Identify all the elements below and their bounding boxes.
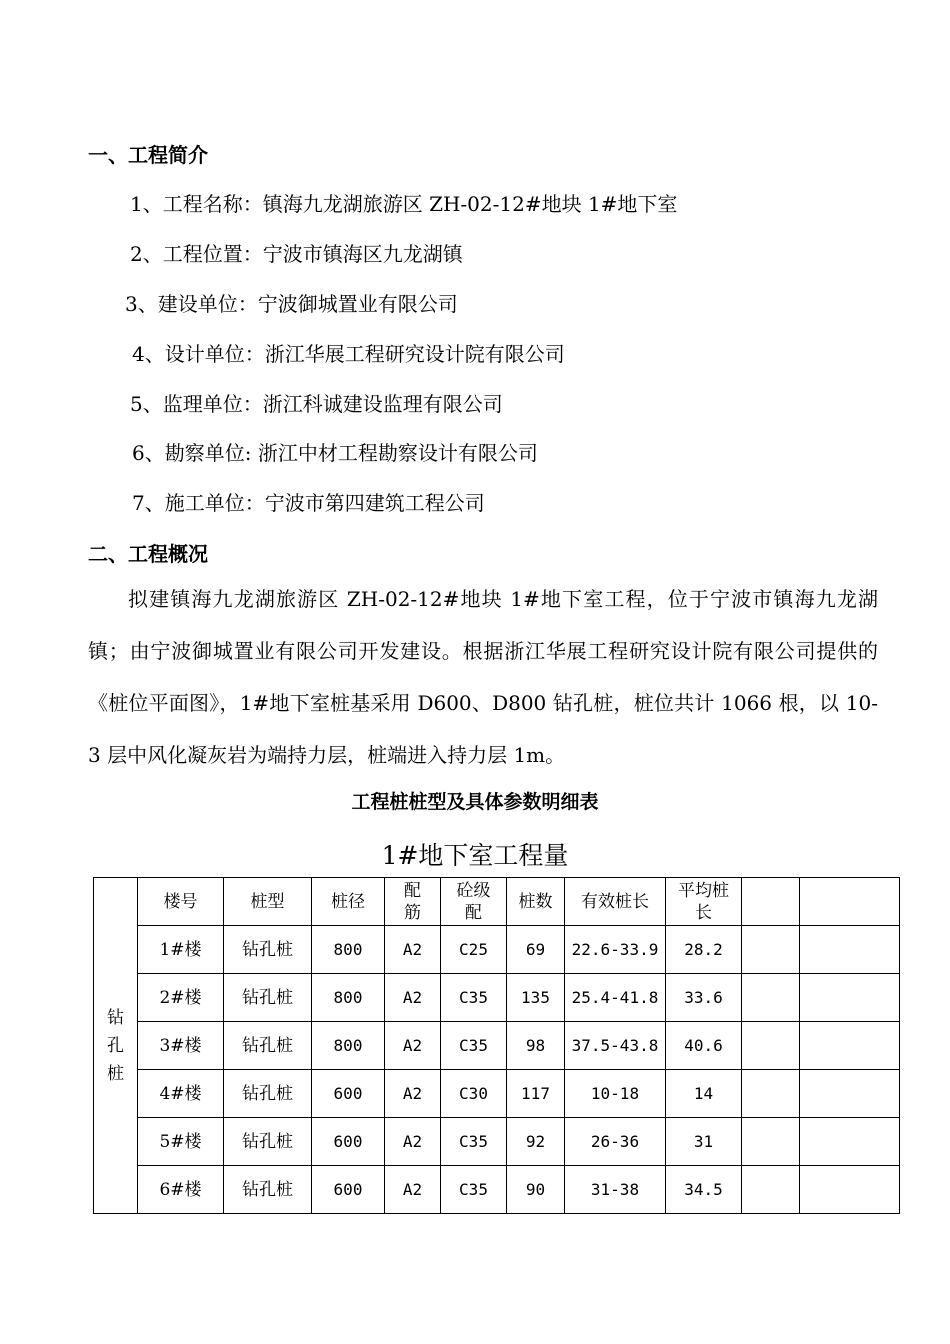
table-cell: 33.6: [666, 974, 742, 1022]
project-name-item: 1、工程名称：镇海九龙湖旅游区 ZH-02-12#地块 1#地下室: [130, 192, 678, 216]
table-caption: 工程桩桩型及具体参数明细表: [351, 791, 599, 813]
table-cell: A2: [385, 974, 441, 1022]
table-cell: 600: [312, 1070, 385, 1118]
table-cell: [800, 926, 900, 974]
header-cell: [385, 878, 441, 926]
table-cell: [800, 1118, 900, 1166]
table-cell: 钻孔桩: [224, 1118, 312, 1166]
table-cell: 26-36: [565, 1118, 666, 1166]
table-cell: 90: [507, 1166, 565, 1214]
table-cell: 6#楼: [138, 1166, 224, 1214]
table-cell: [800, 1022, 900, 1070]
table-cell: [742, 926, 800, 974]
table-cell: 98: [507, 1022, 565, 1070]
design-unit-item: 4、设计单位：浙江华展工程研究设计院有限公司: [132, 342, 565, 366]
table-cell: [800, 974, 900, 1022]
header-cell: [666, 878, 742, 926]
table-row: [94, 974, 900, 1022]
table-cell: A2: [385, 1070, 441, 1118]
table-cell: 800: [312, 926, 385, 974]
table-cell: 135: [507, 974, 565, 1022]
table-cell: A2: [385, 1022, 441, 1070]
table-cell: [742, 1070, 800, 1118]
group-label-cell: [94, 878, 138, 1214]
table-cell: 4#楼: [138, 1070, 224, 1118]
table-cell: [742, 1022, 800, 1070]
table-cell: C35: [441, 1118, 507, 1166]
table-cell: 69: [507, 926, 565, 974]
table-row: [94, 926, 900, 974]
table-cell: [742, 974, 800, 1022]
table-cell: 钻孔桩: [224, 1166, 312, 1214]
table-cell: [800, 1166, 900, 1214]
table-cell: 28.2: [666, 926, 742, 974]
table-cell: C25: [441, 926, 507, 974]
table-cell: 600: [312, 1166, 385, 1214]
project-location-item: 2、工程位置：宁波市镇海区九龙湖镇: [130, 242, 463, 266]
header-cell: 桩数: [507, 878, 565, 926]
header-cell: [742, 878, 800, 926]
table-row: [94, 1022, 900, 1070]
survey-unit-item: 6、勘察单位: 浙江中材工程勘察设计有限公司: [132, 441, 538, 465]
table-cell: 钻孔桩: [224, 1070, 312, 1118]
table-cell: 14: [666, 1070, 742, 1118]
pile-parameter-table: [93, 877, 900, 1214]
table-cell: 10-18: [565, 1070, 666, 1118]
header-cell: 桩径: [312, 878, 385, 926]
table-cell: [742, 1166, 800, 1214]
table-cell: 2#楼: [138, 974, 224, 1022]
table-cell: 37.5-43.8: [565, 1022, 666, 1070]
table-cell: A2: [385, 1166, 441, 1214]
table-cell: 40.6: [666, 1022, 742, 1070]
contractor-item: 7、施工单位：宁波市第四建筑工程公司: [132, 491, 485, 515]
table-cell: 钻孔桩: [224, 926, 312, 974]
table-cell: 800: [312, 1022, 385, 1070]
table-cell: 钻孔桩: [224, 1022, 312, 1070]
header-label: 砼级配: [456, 880, 491, 923]
table-cell: 钻孔桩: [224, 974, 312, 1022]
table-cell: 800: [312, 974, 385, 1022]
table-cell: A2: [385, 926, 441, 974]
header-cell: 桩型: [224, 878, 312, 926]
section2-heading: 二、工程概况: [88, 542, 208, 566]
header-label: 平均桩长: [678, 880, 729, 923]
table-row: [94, 1070, 900, 1118]
table-cell: 25.4-41.8: [565, 974, 666, 1022]
overview-paragraph: 拟建镇海九龙湖旅游区 ZH-02-12#地块 1#地下室工程，位于宁波市镇海九龙湖镇；由宁波御城置业有限公司开发建设。根据浙江华展工程研究设计院有限公司提供的《桩位平面图》，1#地下室桩基采用 D600、D800 钻孔桩，桩位共计 1066 根，以 10-3 层中风化凝灰岩为端持力层，桩端进入持力层 1m。: [88, 587, 878, 767]
section1-heading: 一、工程简介: [88, 143, 208, 167]
table-cell: [742, 1118, 800, 1166]
table-cell: 117: [507, 1070, 565, 1118]
table-cell: 5#楼: [138, 1118, 224, 1166]
group-label: 钻孔桩: [107, 1007, 124, 1084]
header-cell: 有效桩长: [565, 878, 666, 926]
table-cell: 3#楼: [138, 1022, 224, 1070]
construction-unit-item: 3、建设单位：宁波御城置业有限公司: [125, 292, 458, 316]
table-cell: [800, 1070, 900, 1118]
header-cell: [800, 878, 900, 926]
supervision-unit-item: 5、监理单位：浙江科诚建设监理有限公司: [130, 392, 503, 416]
table-cell: C35: [441, 1166, 507, 1214]
table-header-row: [94, 878, 900, 926]
table-cell: 22.6-33.9: [565, 926, 666, 974]
table-cell: C35: [441, 974, 507, 1022]
header-label: 配筋: [404, 880, 421, 923]
table-cell: C35: [441, 1022, 507, 1070]
table-row: [94, 1166, 900, 1214]
table-cell: C30: [441, 1070, 507, 1118]
table-cell: 31-38: [565, 1166, 666, 1214]
header-cell: 楼号: [138, 878, 224, 926]
table-row: [94, 1118, 900, 1166]
header-cell: [441, 878, 507, 926]
table-cell: A2: [385, 1118, 441, 1166]
table-cell: 92: [507, 1118, 565, 1166]
table-cell: 31: [666, 1118, 742, 1166]
table-cell: 1#楼: [138, 926, 224, 974]
table-title: 1#地下室工程量: [381, 841, 569, 870]
table-cell: 34.5: [666, 1166, 742, 1214]
table-cell: 600: [312, 1118, 385, 1166]
